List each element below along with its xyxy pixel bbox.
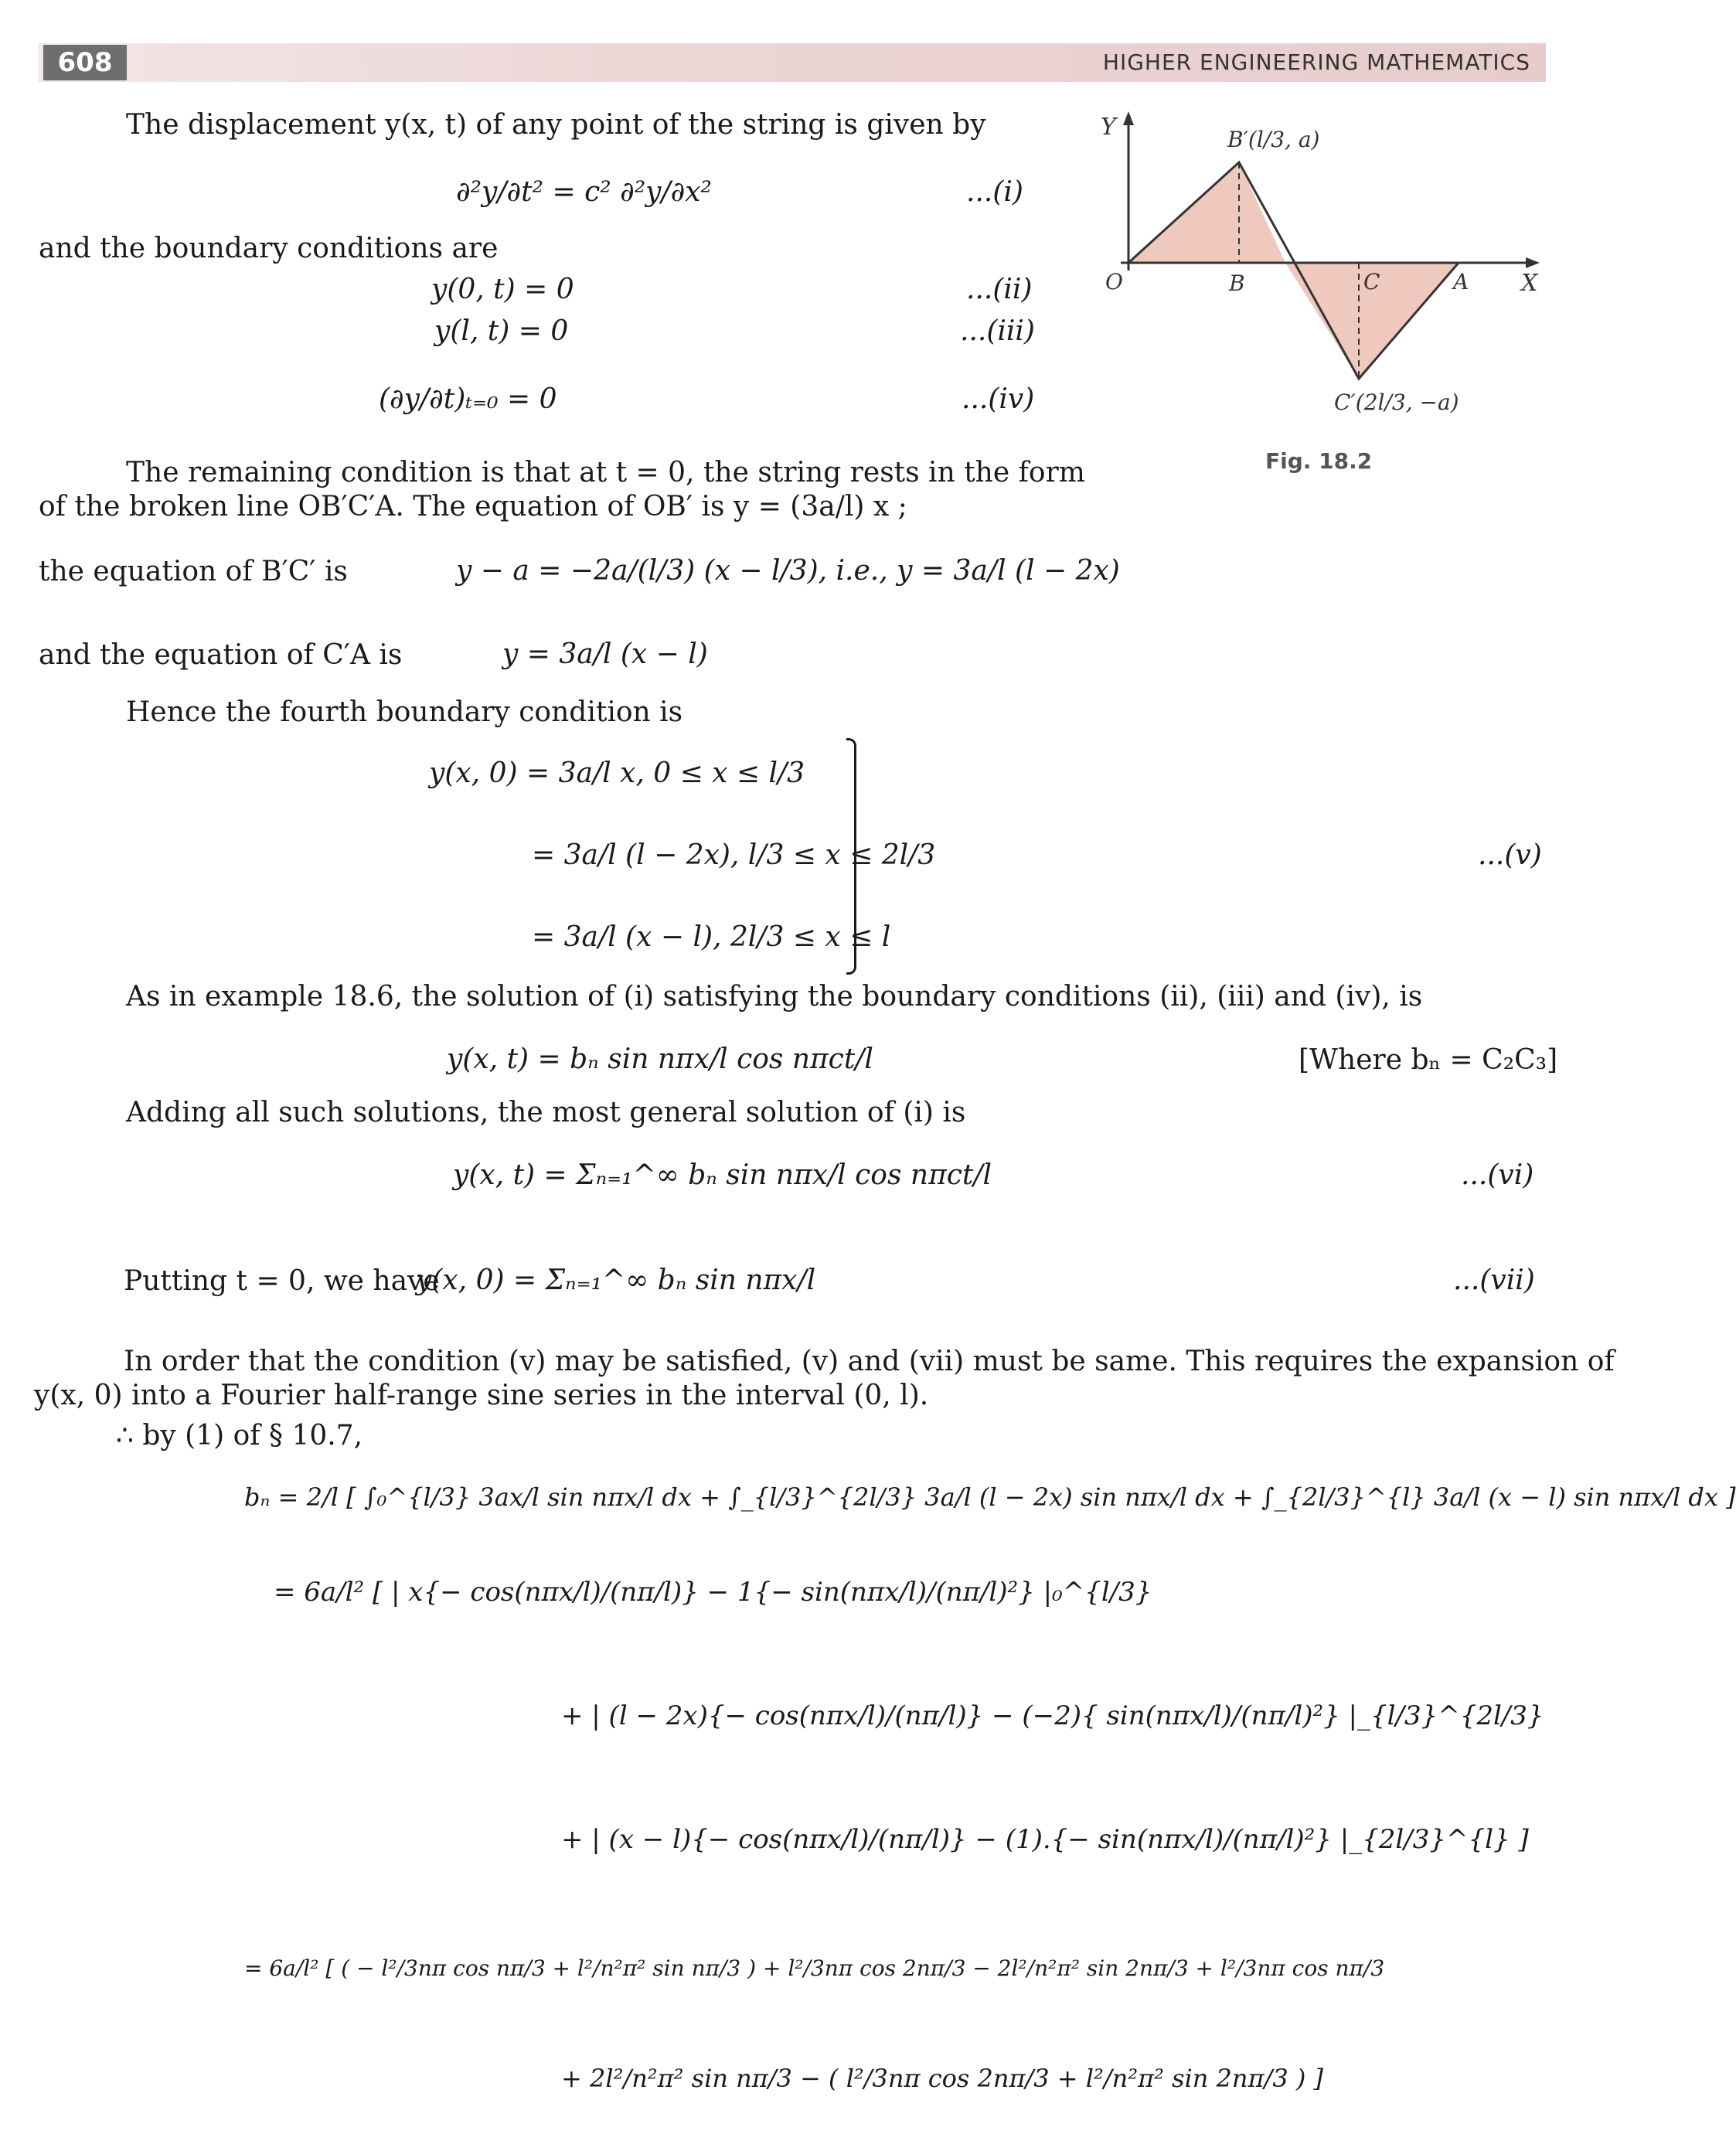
fig-label-c: C <box>1363 269 1380 294</box>
paragraph-11: ∴ by (1) of § 10.7, <box>116 1420 363 1452</box>
paragraph-6: Hence the fourth boundary condition is <box>126 696 683 728</box>
page-number: 608 <box>43 45 127 80</box>
triangle-ob-b <box>1128 162 1285 263</box>
fig-label-c-prime: C′(2l/3, −a) <box>1334 390 1459 415</box>
tag-9: ...(vii) <box>1453 1264 1535 1296</box>
paragraph-7: As in example 18.6, the solution of (i) satisfying the boundary conditions (ii), (iii) and (iv), is <box>126 981 1423 1013</box>
bn-line-5: = 6a/l² [ ( − l²/3nπ cos nπ/3 + l²/n²π² sin nπ/3 ) + l²/3nπ cos 2nπ/3 − 2l²/n²π² sin 2nπ/3 + l²/3nπ cos nπ/3 <box>244 1955 1385 1981</box>
fig-label-b-prime: B′(l/3, a) <box>1227 127 1320 152</box>
where-note-7: [Where bₙ = C₂C₃] <box>1299 1044 1558 1076</box>
bn-line-4: + | (x − l){− cos(nπx/l)/(nπ/l)} − (1).{− sin(nπx/l)/(nπ/l)²} |_{2l/3}^{l} ] <box>561 1824 1529 1855</box>
running-head: HIGHER ENGINEERING MATHEMATICS <box>1102 49 1530 75</box>
y-arrow-icon <box>1123 111 1134 125</box>
paragraph-5-label: and the equation of C′A is <box>39 639 403 671</box>
paragraph-3b: of the broken line OB′C′A. The equation of OB′ is y = (3a/l) x ; <box>39 491 907 522</box>
paragraph-10a: In order that the condition (v) may be satisfied, (v) and (vii) must be same. This requires the expansion of <box>124 1346 1615 1377</box>
piecewise-1: y(x, 0) = 3a/l x, 0 ≤ x ≤ l/3 <box>429 757 805 789</box>
equation-2: y(0, t) = 0 <box>431 274 574 305</box>
paragraph-1: The displacement y(x, t) of any point of the string is given by <box>126 109 986 141</box>
paragraph-8: Adding all such solutions, the most general solution of (i) is <box>126 1097 966 1128</box>
x-arrow-icon <box>1526 257 1540 268</box>
figure-caption: Fig. 18.2 <box>1265 448 1373 474</box>
equation-7: y(x, t) = bₙ sin nπx/l cos nπct/l <box>447 1043 873 1075</box>
tag-1: ...(i) <box>966 176 1023 208</box>
paragraph-3a: The remaining condition is that at t = 0, the string rests in the form <box>126 457 1085 488</box>
fig-label-o: O <box>1105 269 1123 294</box>
equation-5: y − a = −2a/(l/3) (x − l/3), i.e., y = 3a/l (l − 2x) <box>456 555 1120 587</box>
tag-3: ...(iii) <box>960 315 1035 347</box>
figure-18-2 <box>1067 108 1561 464</box>
bn-line-6: + 2l²/n²π² sin nπ/3 − ( l²/3nπ cos 2nπ/3 + l²/n²π² sin 2nπ/3 ) ] <box>561 2064 1323 2093</box>
equation-1: ∂²y/∂t² = c² ∂²y/∂x² <box>456 176 712 208</box>
bn-line-2: = 6a/l² [ | x{− cos(nπx/l)/(nπ/l)} − 1{− sin(nπx/l)/(nπ/l)²} |₀^{l/3} <box>274 1577 1152 1608</box>
tag-5: ...(v) <box>1478 839 1542 871</box>
bn-line-3: + | (l − 2x){− cos(nπx/l)/(nπ/l)} − (−2){ sin(nπx/l)/(nπ/l)²} |_{l/3}^{2l/3} <box>561 1700 1544 1731</box>
paragraph-4-label: the equation of B′C′ is <box>39 556 348 587</box>
fig-label-a: A <box>1453 269 1469 294</box>
fig-label-y: Y <box>1101 114 1116 141</box>
tag-4: ...(iv) <box>962 383 1035 415</box>
fig-label-x: X <box>1521 270 1538 297</box>
piecewise-brace <box>846 738 856 975</box>
fig-label-b: B <box>1229 271 1245 296</box>
piecewise-2: = 3a/l (l − 2x), l/3 ≤ x ≤ 2l/3 <box>532 839 936 871</box>
bn-line-1: bₙ = 2/l [ ∫₀^{l/3} 3ax/l sin nπx/l dx + ∫_{l/3}^{2l/3} 3a/l (l − 2x) sin nπx/l dx + ∫_{2l/3}^{l} 3a/l (x − l) sin nπx/l dx ] <box>244 1482 1736 1512</box>
tag-8: ...(vi) <box>1461 1159 1534 1191</box>
equation-4: (∂y/∂t)ₜ₌₀ = 0 <box>379 383 557 415</box>
equation-9: y(x, 0) = Σₙ₌₁^∞ bₙ sin nπx/l <box>416 1264 816 1296</box>
paragraph-2: and the boundary conditions are <box>39 233 499 264</box>
piecewise-3: = 3a/l (x − l), 2l/3 ≤ x ≤ l <box>532 921 891 953</box>
equation-6: y = 3a/l (x − l) <box>502 638 708 670</box>
equation-3: y(l, t) = 0 <box>434 315 569 347</box>
tag-2: ...(ii) <box>966 274 1033 305</box>
equation-8: y(x, t) = Σₙ₌₁^∞ bₙ sin nπx/l cos nπct/l <box>453 1159 992 1191</box>
paragraph-10b: y(x, 0) into a Fourier half-range sine series in the interval (0, l). <box>34 1380 929 1411</box>
paragraph-9-label: Putting t = 0, we have <box>124 1265 440 1297</box>
